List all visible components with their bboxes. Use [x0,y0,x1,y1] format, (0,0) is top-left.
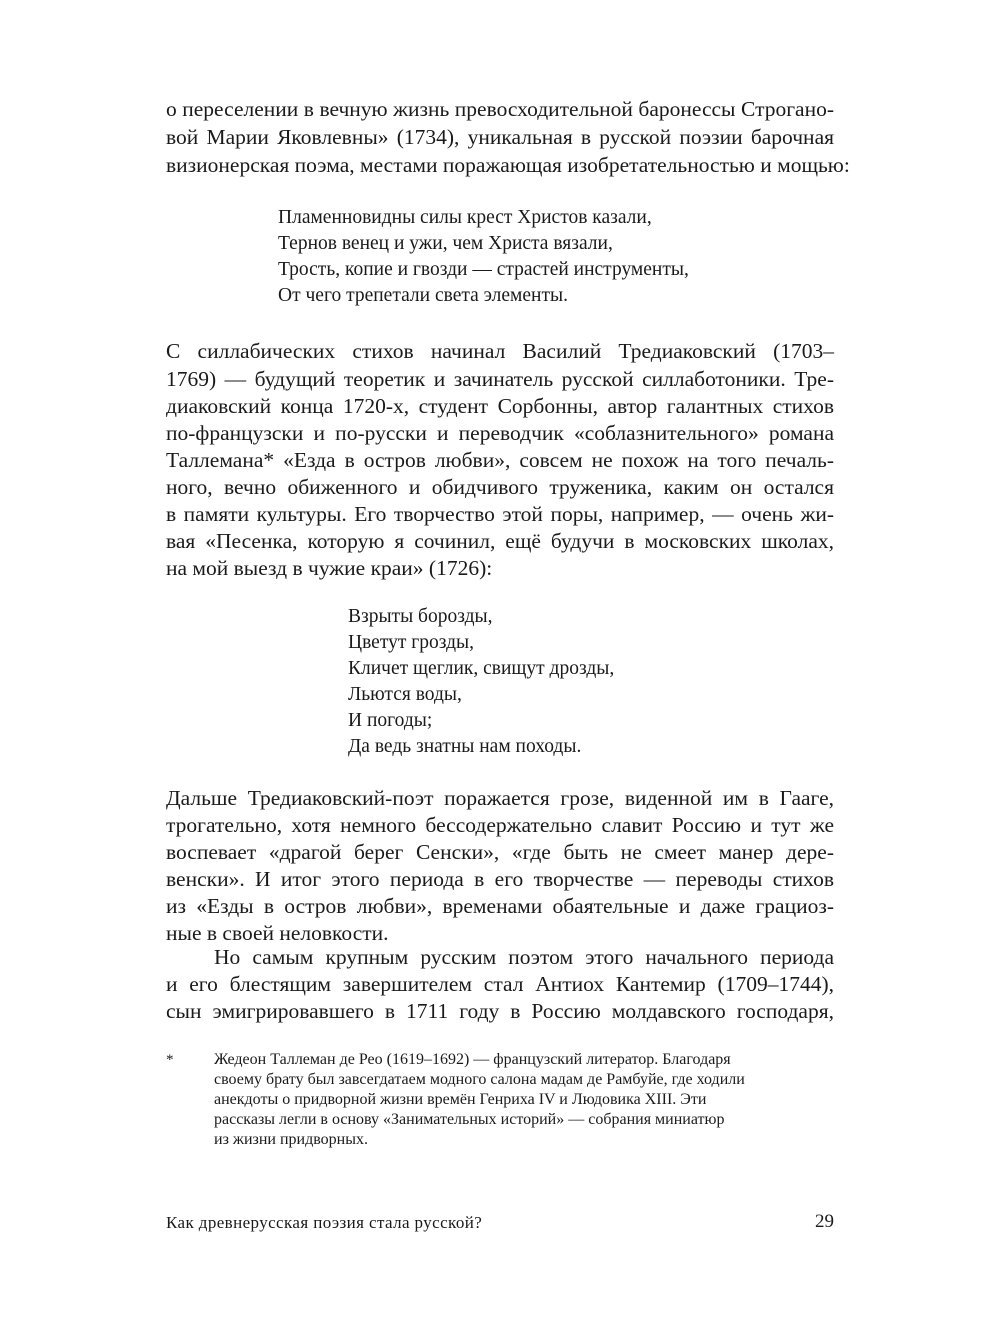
text-line: С силлабических стихов начинал Василий Тредиаковский (1703– [166,339,834,363]
text-line: вой Марии Яковлевны» (1734), уникальная в русской поэзии барочная [166,125,834,149]
footnote-line: своему брату был завсегдатаем модного салона мадам де Рамбуйе, где ходили [214,1071,745,1088]
text-line: трогательно, хотя немного бессодержательно славит Россию и тут же [166,813,834,837]
text-line: ного, вечно обиженного и обидчивого труженика, каким он остался [166,475,834,499]
verse-line: И погоды; [348,710,433,731]
book-page [166,0,850,1329]
text-line: ные в своей неловкости. [166,921,389,945]
verse-line: Тернов венец и ужи, чем Христа вязали, [278,233,613,254]
verse-line: Кличет щеглик, свищут дрозды, [348,658,615,679]
text-line: вая «Песенка, которую я сочинил, ещё будучи в московских школах, [166,529,834,553]
verse-line: От чего трепетали света элементы. [278,285,568,306]
text-line: о переселении в вечную жизнь превосходительной баронессы Строгано- [166,97,834,121]
text-line: на мой выезд в чужие краи» (1726): [166,556,493,580]
footnote-line: из жизни придворных. [214,1131,368,1148]
text-line: Таллемана* «Езда в остров любви», совсем не похож на того печаль- [166,448,834,472]
text-line: венски». И итог этого периода в его творчестве — переводы стихов [166,867,834,891]
verse-line: Льются воды, [348,684,462,705]
verse-line: Да ведь знатны нам походы. [348,736,582,757]
text-line: Дальше Тредиаковский-поэт поражается грозе, виденной им в Гааге, [166,786,834,810]
footnote-line: рассказы легли в основу «Занимательных историй» — собрания миниатюр [214,1111,725,1128]
text-line: из «Езды в остров любви», временами обаятельные и даже грациоз- [166,894,834,918]
text-line: визионерская поэма, местами поражающая изобретательностью и мощью: [166,153,850,177]
verse-line: Цветут грозды, [348,632,474,653]
verse-line: Трость, копие и гвозди — страстей инструменты, [278,259,689,280]
text-line: воспевает «драгой берег Сенски», «где быть не смеет манер дере- [166,840,834,864]
running-title: Как древнерусская поэзия стала русской? [166,1213,483,1232]
text-line: диаковский конца 1720-х, студент Сорбонны, автор галантных стихов [166,394,834,418]
text-line: по-французски и по-русски и переводчик «соблазнительного» романа [166,421,834,445]
footnote-marker: * [166,1052,174,1068]
page-number: 29 [815,1211,834,1232]
footnote-line: анекдоты о придворной жизни времён Генриха IV и Людовика XIII. Эти [214,1091,707,1108]
verse-line: Взрыты борозды, [348,606,493,627]
text-line: и его блестящим завершителем стал Антиох Кантемир (1709–1744), [166,972,834,996]
text-line: 1769) — будущий теоретик и зачинатель русской силлаботоники. Тре- [166,367,834,391]
verse-line: Пламенновидны силы крест Христов казали, [278,207,652,228]
text-line: сын эмигрировавшего в 1711 году в Россию молдавского господаря, [166,999,834,1023]
footnote-line: Жедеон Таллеман де Рео (1619–1692) — французский литератор. Благодаря [214,1051,731,1068]
text-line: Но самым крупным русским поэтом этого начального периода [214,945,834,969]
text-line: в памяти культуры. Его творчество этой поры, например, — очень жи- [166,502,834,526]
